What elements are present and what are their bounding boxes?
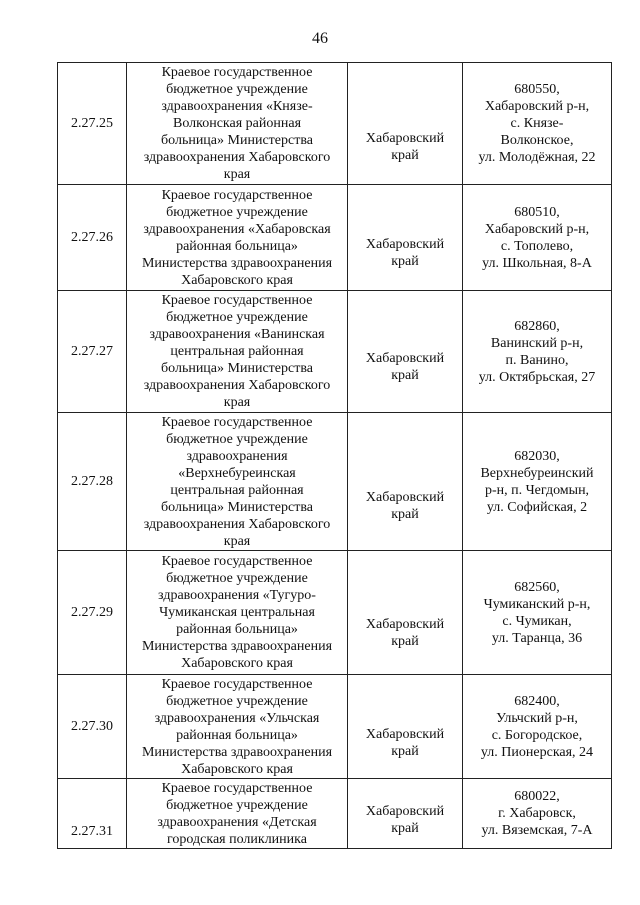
region: Хабаровский край: [365, 803, 445, 836]
institution-name: Краевое государственное бюджетное учреждение здравоохранения «Детская городская поликлиника: [157, 780, 317, 847]
row-number: 2.27.27: [58, 291, 127, 413]
institution-name: Краевое государственное бюджетное учреждение здравоохранения «Князе- Волконская районная больница» Министерства здравоохранения Хабаровского края: [143, 65, 331, 182]
table-row: [58, 291, 612, 413]
table-row: [58, 675, 612, 779]
table-row: [58, 63, 612, 185]
table-row: [58, 185, 612, 291]
table-row: [58, 779, 612, 849]
row-number: 2.27.31: [58, 779, 127, 849]
institution-name: Краевое государственное бюджетное учреждение здравоохранения «Верхнебуреинская центральная районная больница» Министерства здравоохранения Хабаровского края: [143, 414, 331, 549]
region: Хабаровский край: [365, 350, 445, 383]
row-number: 2.27.29: [58, 551, 127, 675]
region: Хабаровский край: [365, 236, 445, 269]
page-number: 46: [312, 30, 328, 47]
address: 682860, Ванинский р-н, п. Ванино, ул. Октябрьская, 27: [478, 318, 596, 385]
region: Хабаровский край: [365, 489, 445, 522]
region: Хабаровский край: [365, 726, 445, 759]
address: 680550, Хабаровский р-н, с. Князе- Волконское, ул. Молодёжная, 22: [478, 82, 596, 165]
institution-name: Краевое государственное бюджетное учреждение здравоохранения «Тугуро- Чумиканская центральная районная больница» Министерства здравоохранения Хабаровского края: [141, 554, 333, 671]
institution-name: Краевое государственное бюджетное учреждение здравоохранения «Хабаровская районная больница» Министерства здравоохранения Хабаровского края: [141, 187, 333, 288]
table-row: [58, 551, 612, 675]
address: 680510, Хабаровский р-н, с. Тополево, ул. Школьная, 8-А: [482, 204, 592, 271]
institution-name: Краевое государственное бюджетное учреждение здравоохранения «Ванинская центральная районная больница» Министерства здравоохранения Хабаровского края: [143, 293, 331, 410]
row-number: 2.27.28: [58, 413, 127, 551]
row-number: 2.27.30: [58, 675, 127, 779]
row-number: 2.27.25: [58, 63, 127, 185]
table-row: [58, 413, 612, 551]
address: 682030, Верхнебуреинский р-н, п. Чегдомын, ул. Софийская, 2: [480, 448, 594, 515]
institution-name: Краевое государственное бюджетное учреждение здравоохранения «Ульчская районная больница» Министерства здравоохранения Хабаровского края: [141, 676, 333, 777]
address: 680022, г. Хабаровск, ул. Вяземская, 7-А: [481, 789, 593, 838]
address: 682400, Ульчский р-н, с. Богородское, ул. Пионерская, 24: [480, 693, 594, 760]
row-number: 2.27.26: [58, 185, 127, 291]
institutions-table: [57, 62, 612, 849]
address: 682560, Чумиканский р-н, с. Чумикан, ул. Таранца, 36: [483, 579, 591, 646]
region: Хабаровский край: [365, 130, 445, 163]
region: Хабаровский край: [365, 616, 445, 649]
